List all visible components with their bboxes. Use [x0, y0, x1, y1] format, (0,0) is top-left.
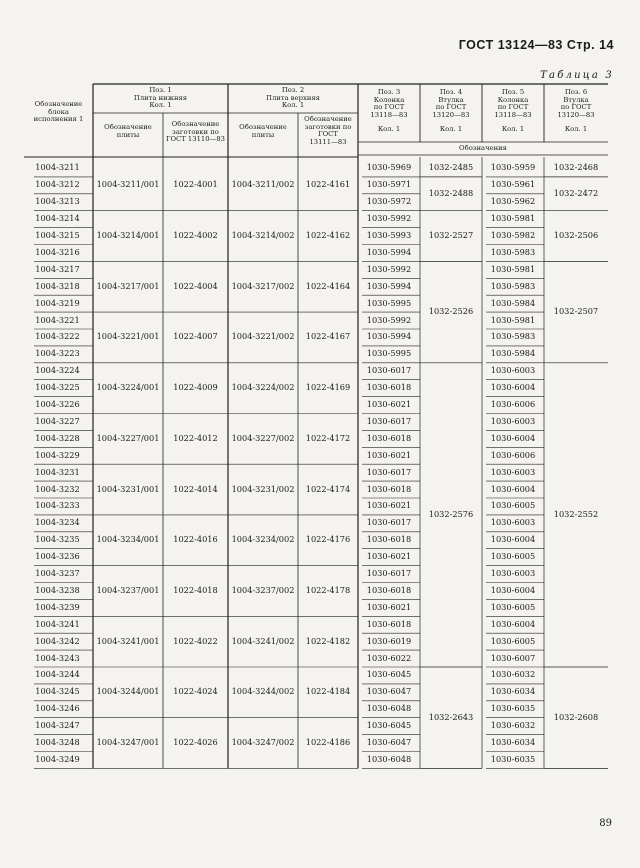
upper-blank-designation: 1022-4172	[305, 432, 351, 443]
pos5-column-designation: 1030-6003	[490, 517, 536, 528]
lower-plate-designation: 1004-3217/001	[96, 280, 160, 291]
header-line: Плита верхняя	[266, 93, 320, 102]
header-line: исполнения 1	[33, 115, 84, 124]
header-pos2-blank	[298, 116, 358, 146]
block-designation: 1004-3233	[35, 500, 80, 511]
block-designation: 1004-3223	[35, 348, 80, 359]
block-designation: 1004-3234	[35, 517, 80, 528]
header-line: Кол. 1	[564, 125, 588, 133]
pos3-column-designation: 1030-6047	[366, 686, 412, 697]
header-line: Поз. 3	[377, 88, 401, 96]
header-line: плиты	[116, 130, 140, 139]
block-designation: 1004-3235	[35, 534, 80, 545]
pos4-bushing-designation: 1032-2526	[428, 306, 474, 317]
pos5-column-designation: 1030-6004	[490, 584, 536, 595]
block-designation: 1004-3225	[35, 382, 80, 393]
header-line: Втулка	[563, 95, 589, 104]
pos5-column-designation: 1030-6032	[490, 720, 536, 731]
header-line: ГОСТ 13110—83	[165, 135, 226, 144]
block-designation: 1004-3222	[35, 331, 80, 342]
lower-blank-designation: 1022-4016	[173, 534, 218, 545]
pos5-column-designation: 1030-6004	[490, 432, 536, 443]
block-designation: 1004-3227	[35, 415, 80, 426]
pos3-column-designation: 1030-5992	[366, 263, 412, 274]
header-line: Кол. 1	[149, 101, 172, 110]
lower-blank-designation: 1022-4026	[173, 737, 218, 748]
pos3-column-designation: 1030-6017	[366, 466, 412, 477]
pos5-column-designation: 1030-6035	[490, 753, 536, 764]
upper-blank-designation: 1022-4164	[305, 280, 351, 291]
header-line: 13120—83	[432, 110, 470, 119]
upper-plate-designation: 1004-3237/002	[231, 584, 295, 595]
pos5-column-designation: 1030-5981	[490, 314, 536, 325]
lower-plate-designation: 1004-3221/001	[96, 331, 160, 342]
pos5-column-designation: 1030-6003	[490, 568, 536, 579]
pos3-column-designation: 1030-6045	[366, 669, 412, 680]
pos5-column-designation: 1030-6003	[490, 415, 536, 426]
block-designation: 1004-3238	[35, 584, 80, 595]
lower-blank-designation: 1022-4002	[173, 230, 218, 241]
header-line: 13118—83	[494, 110, 532, 119]
pos5-column-designation: 1030-5984	[490, 348, 536, 359]
block-designation: 1004-3239	[35, 601, 80, 612]
pos5-column-designation: 1030-6006	[490, 449, 536, 460]
pos6-bushing-designation: 1032-2552	[553, 508, 599, 519]
pos5-column-designation: 1030-6006	[490, 399, 536, 410]
pos3-column-designation: 1030-5992	[366, 213, 412, 224]
header-line: Кол. 1	[281, 101, 305, 110]
header-line: по ГОСТ	[435, 103, 467, 112]
page-number: 89	[599, 818, 612, 829]
pos5-column-designation: 1030-6007	[490, 652, 536, 663]
block-designation: 1004-3212	[35, 179, 80, 190]
upper-blank-designation: 1022-4162	[305, 230, 351, 241]
pos3-column-designation: 1030-6021	[366, 449, 412, 460]
header-pos1-blank	[163, 121, 228, 144]
pos3-column-designation: 1030-5971	[366, 179, 412, 190]
pos3-column-designation: 1030-6019	[366, 635, 412, 646]
block-designation: 1004-3247	[35, 720, 80, 731]
pos4-bushing-designation: 1032-2488	[428, 187, 474, 198]
header-line: Кол. 1	[501, 125, 525, 133]
pos3-column-designation: 1030-6045	[366, 720, 412, 731]
block-designation: 1004-3249	[35, 753, 80, 764]
block-designation: 1004-3224	[35, 365, 80, 376]
block-designation: 1004-3217	[35, 263, 80, 274]
block-designation: 1004-3242	[35, 635, 80, 646]
header-line: Обозначения	[459, 144, 507, 152]
header-line: 13118—83	[370, 110, 408, 119]
header-line: Обозначение	[104, 123, 152, 131]
lower-plate-designation: 1004-3244/001	[96, 686, 160, 697]
upper-blank-designation: 1022-4186	[305, 737, 351, 748]
header-line: Колонка	[497, 95, 529, 104]
upper-plate-designation: 1004-3241/002	[231, 635, 295, 646]
pos5-column-designation: 1030-6005	[490, 500, 536, 511]
header-pos6	[544, 89, 608, 119]
pos6-bushing-designation: 1032-2506	[553, 230, 599, 241]
pos6-bushing-designation: 1032-2608	[553, 711, 599, 722]
pos5-column-designation: 1030-6034	[490, 686, 536, 697]
upper-blank-designation: 1022-4161	[305, 179, 351, 190]
pos3-column-designation: 1030-6021	[366, 551, 412, 562]
header-line: Втулка	[438, 95, 464, 104]
header-line: блока	[48, 107, 69, 116]
pos5-column-designation: 1030-6005	[490, 635, 536, 646]
pos5-column-designation: 1030-6035	[490, 703, 536, 714]
header-pos5	[482, 89, 544, 119]
header-line: Поз. 2	[281, 86, 305, 94]
header-pos1-plate	[93, 124, 163, 139]
pos3-column-designation: 1030-6017	[366, 517, 412, 528]
header-pos3	[358, 89, 420, 119]
header-line: Поз. 1	[149, 86, 172, 94]
header-line: Поз. 6	[564, 88, 588, 96]
header-line: 13120—83	[557, 110, 595, 119]
pos4-bushing-designation: 1032-2527	[428, 230, 474, 241]
upper-blank-designation: 1022-4176	[305, 534, 351, 545]
pos3-column-designation: 1030-5994	[366, 246, 412, 257]
lower-blank-designation: 1022-4014	[173, 483, 218, 494]
header-pos2	[228, 87, 358, 110]
upper-plate-designation: 1004-3214/002	[231, 230, 295, 241]
pos5-column-designation: 1030-6004	[490, 382, 536, 393]
upper-plate-designation: 1004-3217/002	[231, 280, 295, 291]
pos3-column-designation: 1030-5995	[366, 348, 412, 359]
upper-plate-designation: 1004-3227/002	[231, 432, 295, 443]
pos3-column-designation: 1030-6021	[366, 601, 412, 612]
lower-blank-designation: 1022-4012	[173, 432, 218, 443]
block-designation: 1004-3231	[35, 466, 80, 477]
upper-blank-designation: 1022-4178	[305, 584, 351, 595]
lower-plate-designation: 1004-3224/001	[96, 382, 160, 393]
lower-plate-designation: 1004-3237/001	[96, 584, 160, 595]
pos4-bushing-designation: 1032-2576	[428, 508, 474, 519]
header-line: по ГОСТ	[373, 103, 405, 112]
header-line: Обозначение	[304, 115, 352, 123]
pos5-column-designation: 1030-6034	[490, 737, 536, 748]
header-line: заготовки по	[172, 127, 219, 136]
pos5-column-designation: 1030-6004	[490, 618, 536, 629]
pos5-column-designation: 1030-5982	[490, 230, 536, 241]
block-designation: 1004-3215	[35, 230, 80, 241]
table-caption: Таблица 3	[540, 70, 614, 81]
lower-blank-designation: 1022-4001	[173, 179, 218, 190]
header-line: Плита нижняя	[133, 93, 188, 102]
pos5-column-designation: 1030-6005	[490, 551, 536, 562]
pos5-column-designation: 1030-6004	[490, 483, 536, 494]
pos3-column-designation: 1030-6021	[366, 500, 412, 511]
pos3-column-designation: 1030-5994	[366, 331, 412, 342]
pos3-column-designation: 1030-6018	[366, 534, 412, 545]
pos3-column-designation: 1030-6018	[366, 382, 412, 393]
header-line: Колонка	[373, 95, 405, 104]
pos5-column-designation: 1030-5984	[490, 297, 536, 308]
header-qty	[420, 126, 482, 134]
header-line: 13111—83	[309, 137, 347, 146]
upper-blank-designation: 1022-4182	[305, 635, 351, 646]
upper-plate-designation: 1004-3224/002	[231, 382, 295, 393]
pos3-column-designation: 1030-6022	[366, 652, 412, 663]
block-designation: 1004-3214	[35, 213, 80, 224]
pos5-column-designation: 1030-5983	[490, 331, 536, 342]
block-designation: 1004-3232	[35, 483, 80, 494]
lower-blank-designation: 1022-4004	[173, 280, 218, 291]
header-line: Кол. 1	[377, 125, 401, 133]
block-designation: 1004-3228	[35, 432, 80, 443]
block-designation: 1004-3243	[35, 652, 80, 663]
header-pos4	[420, 89, 482, 119]
block-designation: 1004-3213	[35, 196, 80, 207]
lower-plate-designation: 1004-3227/001	[96, 432, 160, 443]
pos5-column-designation: 1030-6032	[490, 669, 536, 680]
header-line: по ГОСТ	[497, 103, 529, 112]
pos3-column-designation: 1030-6017	[366, 365, 412, 376]
header-line: по ГОСТ	[560, 103, 592, 112]
header-line: плиты	[251, 130, 275, 139]
pos3-column-designation: 1030-6017	[366, 568, 412, 579]
header-line: Обозначение	[171, 120, 220, 128]
pos5-column-designation: 1030-5983	[490, 280, 536, 291]
pos3-column-designation: 1030-6018	[366, 618, 412, 629]
block-designation: 1004-3221	[35, 314, 80, 325]
lower-blank-designation: 1022-4024	[173, 686, 218, 697]
lower-blank-designation: 1022-4009	[173, 382, 218, 393]
upper-plate-designation: 1004-3231/002	[231, 483, 295, 494]
pos5-column-designation: 1030-5981	[490, 213, 536, 224]
pos4-bushing-designation: 1032-2643	[428, 711, 474, 722]
pos3-column-designation: 1030-5969	[366, 162, 412, 173]
block-designation: 1004-3216	[35, 246, 80, 257]
lower-blank-designation: 1022-4007	[173, 331, 218, 342]
pos3-column-designation: 1030-6021	[366, 399, 412, 410]
upper-blank-designation: 1022-4184	[305, 686, 351, 697]
lower-plate-designation: 1004-3214/001	[96, 230, 160, 241]
upper-blank-designation: 1022-4169	[305, 382, 351, 393]
pos5-column-designation: 1030-5981	[490, 263, 536, 274]
lower-plate-designation: 1004-3231/001	[96, 483, 160, 494]
pos3-column-designation: 1030-6017	[366, 415, 412, 426]
block-designation: 1004-3241	[35, 618, 80, 629]
pos5-column-designation: 1030-5961	[490, 179, 536, 190]
upper-plate-designation: 1004-3247/002	[231, 737, 295, 748]
block-designation: 1004-3245	[35, 686, 80, 697]
lower-blank-designation: 1022-4022	[173, 635, 218, 646]
pos5-column-designation: 1030-6003	[490, 365, 536, 376]
header-line: Обозначение	[34, 100, 83, 108]
pos5-column-designation: 1030-5983	[490, 246, 536, 257]
header-line: заготовки по	[304, 122, 352, 131]
header-line: Кол. 1	[439, 125, 463, 133]
header-line: ГОСТ	[318, 130, 338, 139]
block-designation: 1004-3219	[35, 297, 80, 308]
page-header: ГОСТ 13124—83 Стр. 14	[458, 38, 614, 52]
pos5-column-designation: 1030-5962	[490, 196, 536, 207]
header-designation	[358, 145, 608, 153]
block-designation: 1004-3246	[35, 703, 80, 714]
pos5-column-designation: 1030-6005	[490, 601, 536, 612]
header-line: Обозначение	[239, 123, 287, 131]
pos6-bushing-designation: 1032-2507	[553, 306, 599, 317]
pos6-bushing-designation: 1032-2472	[553, 187, 599, 198]
upper-plate-designation: 1004-3234/002	[231, 534, 295, 545]
pos5-column-designation: 1030-6004	[490, 534, 536, 545]
pos3-column-designation: 1030-5995	[366, 297, 412, 308]
upper-blank-designation: 1022-4174	[305, 483, 351, 494]
upper-blank-designation: 1022-4167	[305, 331, 351, 342]
pos3-column-designation: 1030-6047	[366, 737, 412, 748]
block-designation: 1004-3211	[35, 162, 80, 173]
header-line: Поз. 5	[501, 88, 525, 96]
block-designation: 1004-3248	[35, 737, 80, 748]
pos3-column-designation: 1030-5993	[366, 230, 412, 241]
header-qty	[358, 126, 420, 134]
block-designation: 1004-3244	[35, 669, 80, 680]
block-designation: 1004-3237	[35, 568, 80, 579]
pos3-column-designation: 1030-5992	[366, 314, 412, 325]
pos3-column-designation: 1030-6018	[366, 584, 412, 595]
header-pos2-plate	[228, 124, 298, 139]
header-pos1	[93, 87, 228, 110]
pos3-column-designation: 1030-6018	[366, 483, 412, 494]
upper-plate-designation: 1004-3221/002	[231, 331, 295, 342]
pos3-column-designation: 1030-5972	[366, 196, 412, 207]
upper-plate-designation: 1004-3244/002	[231, 686, 295, 697]
lower-plate-designation: 1004-3241/001	[96, 635, 160, 646]
lower-plate-designation: 1004-3247/001	[96, 737, 160, 748]
block-designation: 1004-3236	[35, 551, 80, 562]
header-qty	[482, 126, 544, 134]
pos3-column-designation: 1030-6048	[366, 753, 412, 764]
pos6-bushing-designation: 1032-2468	[553, 162, 599, 173]
header-block	[24, 101, 93, 124]
upper-plate-designation: 1004-3211/002	[231, 179, 295, 190]
block-designation: 1004-3226	[35, 399, 80, 410]
lower-plate-designation: 1004-3211/001	[96, 179, 160, 190]
pos3-column-designation: 1030-6048	[366, 703, 412, 714]
block-designation: 1004-3229	[35, 449, 80, 460]
lower-plate-designation: 1004-3234/001	[96, 534, 160, 545]
header-line: Поз. 4	[439, 88, 463, 96]
pos5-column-designation: 1030-5959	[490, 162, 536, 173]
pos3-column-designation: 1030-6018	[366, 432, 412, 443]
header-qty	[544, 126, 608, 134]
lower-blank-designation: 1022-4018	[173, 584, 218, 595]
pos3-column-designation: 1030-5994	[366, 280, 412, 291]
block-designation: 1004-3218	[35, 280, 80, 291]
pos4-bushing-designation: 1032-2485	[428, 162, 474, 173]
pos5-column-designation: 1030-6003	[490, 466, 536, 477]
